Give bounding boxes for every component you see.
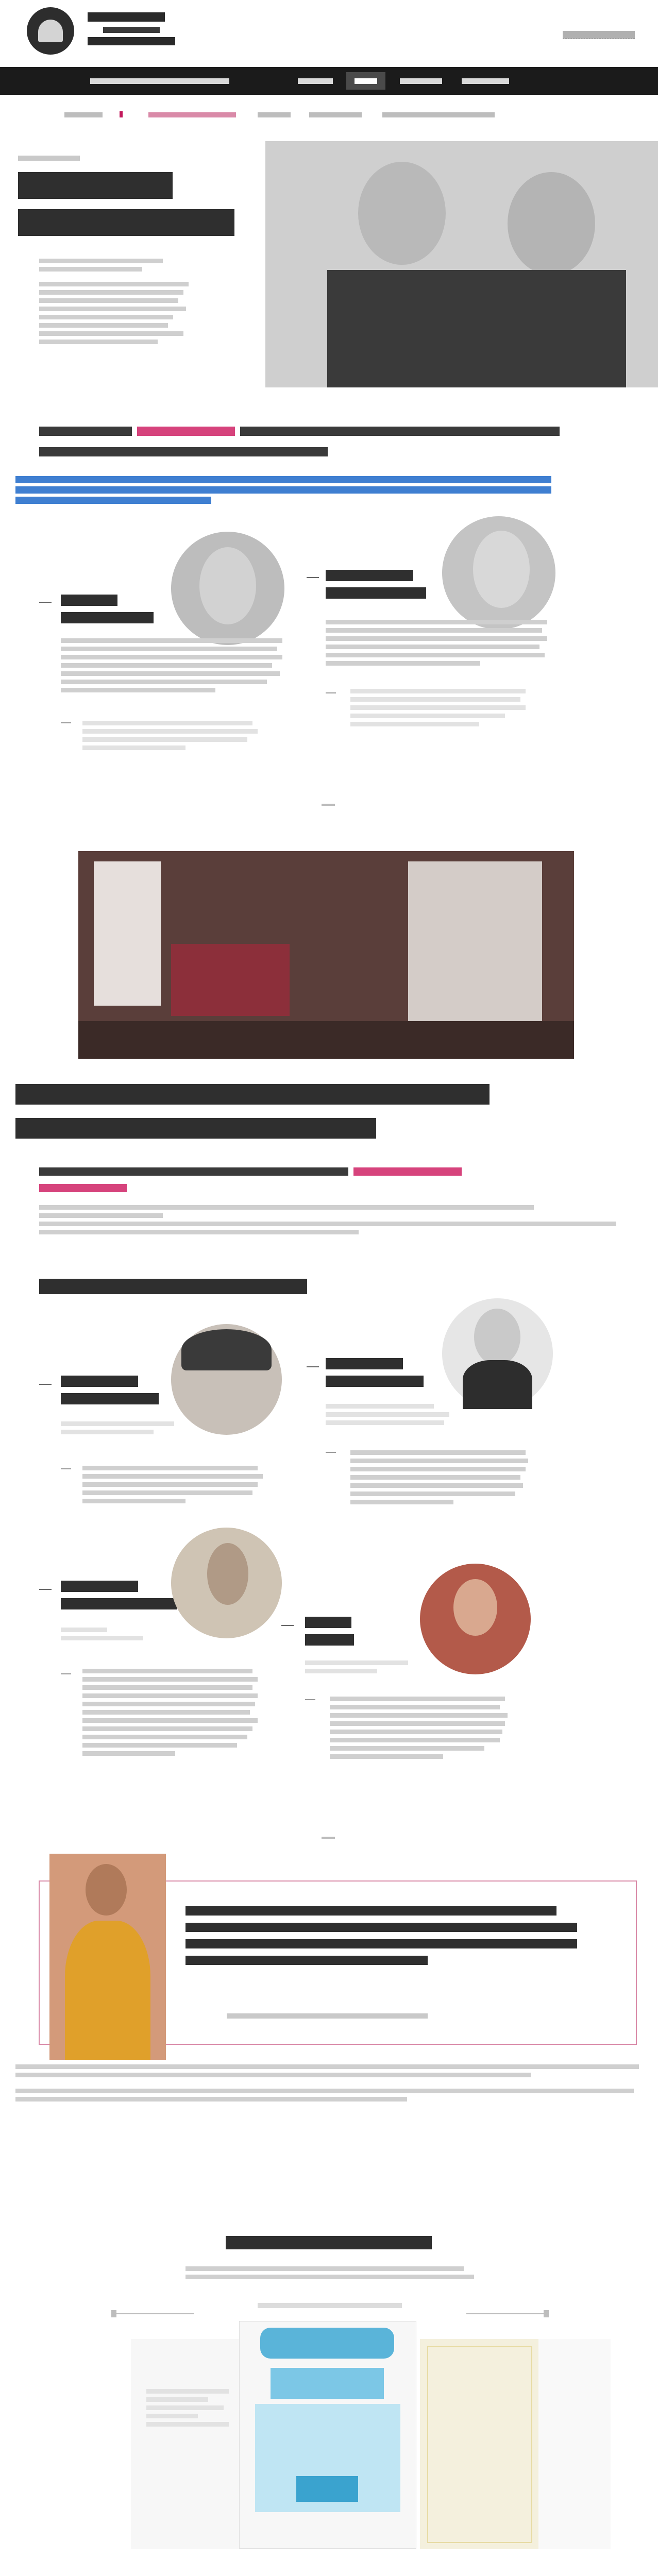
carousel-next-icon (544, 2310, 549, 2317)
certificates-subtitle (185, 2263, 474, 2283)
ellipsis-divider-2 (322, 1837, 335, 1839)
review-role-4 (305, 1657, 439, 1677)
certificate-ribbon (271, 2368, 384, 2399)
sister-dash-1 (39, 602, 52, 603)
subnav-home[interactable] (64, 112, 103, 117)
review-name-4 (305, 1616, 408, 1648)
brand-title (88, 10, 185, 52)
salon-floor (78, 1021, 574, 1059)
highlighted-text (15, 475, 554, 507)
ellipsis-divider-1 (322, 804, 335, 806)
salon-dresses (408, 861, 542, 1037)
welcome-text (39, 1201, 627, 1238)
subnav-sisters[interactable] (148, 112, 236, 117)
main-nav (0, 67, 658, 95)
sister-quote-dash-1 (61, 722, 71, 723)
review-text-4 (330, 1693, 515, 1762)
salon-photo (78, 851, 574, 1059)
review-photo-2 (442, 1298, 553, 1409)
subnav-awards[interactable] (382, 112, 495, 117)
sister-photo-2 (442, 516, 555, 630)
sister-bio-2 (326, 616, 552, 669)
sister-bio-1 (61, 635, 288, 696)
review-quote-dash-2 (326, 1452, 336, 1453)
review-role-2 (326, 1400, 460, 1429)
welcome-heading (39, 1165, 524, 1190)
subnav-recognition[interactable] (309, 112, 362, 117)
nav-item-made-to-order[interactable] (90, 78, 229, 84)
review-role-1 (61, 1418, 195, 1438)
eyebrow-label (18, 156, 80, 161)
callback-link[interactable] (563, 31, 635, 39)
sister-name-1 (61, 592, 159, 625)
certificate-year (296, 2476, 358, 2502)
subnav-arrow-icon (120, 111, 123, 117)
carousel-prev-button[interactable] (111, 2313, 194, 2314)
certificate-center[interactable] (239, 2321, 416, 2549)
sister-quote-2 (350, 685, 536, 730)
sub-nav (0, 107, 658, 123)
subnav-studio[interactable] (258, 112, 291, 117)
sister-quote-dash-2 (326, 692, 336, 693)
certificate-right[interactable] (420, 2339, 538, 2549)
review-dash-1 (39, 1384, 52, 1385)
founded-heading (15, 1080, 510, 1142)
review-text-3 (82, 1665, 268, 1759)
fashion-photo (49, 1854, 166, 2060)
nav-item-contacts[interactable] (462, 78, 509, 84)
history-text (15, 2061, 644, 2105)
review-name-3 (61, 1580, 184, 1612)
sister-name-2 (326, 568, 444, 601)
nav-item-events[interactable] (400, 78, 442, 84)
mission-heading (39, 423, 596, 465)
review-quote-dash-3 (61, 1673, 71, 1674)
hero-bodies (327, 270, 626, 387)
page-title (18, 170, 240, 242)
review-name-1 (61, 1375, 164, 1406)
sister-quote-1 (82, 717, 268, 754)
logo[interactable] (27, 7, 74, 55)
fashion-heading (185, 1906, 598, 1973)
carousel-prev-icon (111, 2310, 116, 2317)
review-quote-dash-1 (61, 1468, 71, 1469)
intro-text (39, 255, 194, 348)
review-name-2 (326, 1357, 439, 1389)
sister-photo-1 (171, 532, 284, 645)
nav-item-about[interactable] (346, 72, 385, 90)
review-dash-2 (307, 1366, 319, 1367)
logo-mark (38, 20, 63, 42)
reviews-heading (39, 1279, 307, 1294)
sister-dash-2 (307, 577, 319, 578)
review-dash-4 (281, 1625, 294, 1626)
hero-face-left (358, 162, 446, 265)
nav-item-gallery[interactable] (298, 78, 333, 84)
header (0, 0, 658, 67)
review-text-2 (350, 1447, 536, 1508)
review-photo-3 (171, 1528, 282, 1638)
fashion-caption (227, 2013, 428, 2019)
review-role-3 (61, 1624, 195, 1644)
review-text-1 (82, 1462, 268, 1507)
salon-window (94, 861, 161, 1006)
certificates-hint (258, 2303, 402, 2308)
review-dash-3 (39, 1589, 52, 1590)
hero-face-right (508, 172, 595, 275)
salon-sofa (171, 944, 290, 1016)
carousel-next-button[interactable] (466, 2313, 549, 2314)
review-quote-dash-4 (305, 1699, 315, 1700)
certificates-heading (226, 2236, 432, 2249)
certificate-left[interactable] (131, 2339, 244, 2549)
hero-photo (265, 141, 658, 387)
certificate-logo (260, 2328, 394, 2359)
certificate-far-right[interactable] (538, 2339, 611, 2549)
